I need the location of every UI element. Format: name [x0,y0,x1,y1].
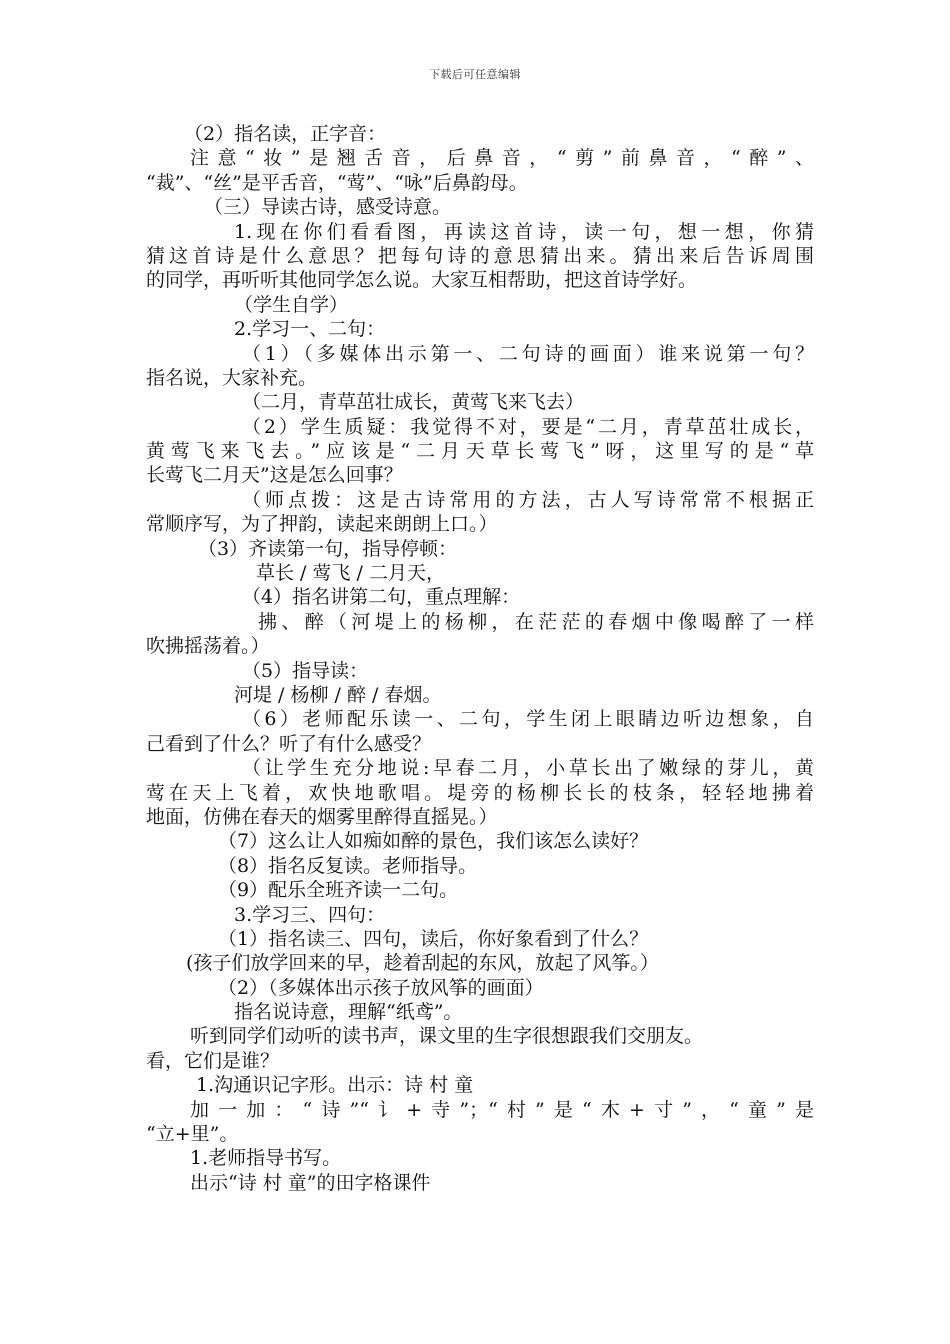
text-line: 吹拂摇荡着。） [146,635,270,658]
text-line: 加一加：“诗”“讠+寺”；“村”是“木+寸”，“童”是 [190,1098,814,1121]
text-line: （三）导读古诗，感受诗意。 [204,196,452,219]
text-line: 指名说，大家补充。 [146,366,318,389]
text-line: 指名说诗意，理解“纸鸢”。 [234,1001,463,1024]
text-line: （8）指名反复读。老师指导。 [218,854,478,877]
text-line: (孩子们放学回来的早，趁着刮起的东风，放起了风筝。） [186,952,659,975]
text-line: （师点拨：这是古诗常用的方法，古人写诗常常不根据正 [242,488,814,511]
text-line: 看，它们是谁？ [146,1049,280,1072]
text-line: 拂、醉（河堤上的杨柳，在茫茫的春烟中像喝醉了一样 [258,610,814,633]
text-line: （学生自学） [234,293,349,316]
text-line: 黄莺飞来飞去。”应该是“二月天草长莺飞”呀，这里写的是“草 [146,440,814,463]
text-line: 听到同学们动听的读书声，课文里的生字很想跟我们交朋友。 [190,1025,704,1048]
text-line: （6）老师配乐读一、二句，学生闭上眼睛边听边想象，自 [242,708,814,731]
text-line: （2）指名读，正字音： [184,123,387,145]
text-line: 己看到了什么？听了有什么感受？ [146,732,432,755]
text-line: （9）配乐全班齐读一二句。 [218,879,459,902]
text-line: （2）学生质疑：我觉得不对，要是“二月，青草茁壮成长， [242,415,814,438]
text-line: 3.学习三、四句： [234,903,386,926]
text-line: （5）指导读： [242,659,369,682]
text-line: 常顺序写，为了押韵，读起来朗朗上口。） [146,513,498,536]
text-line: （让学生充分地说:早春二月，小草长出了嫩绿的芽儿，黄 [242,757,814,780]
text-line: 地面，仿佛在春天的烟雾里醉得直摇晃。） [146,805,498,828]
text-line: （7）这么让人如痴如醉的景色，我们该怎么读好？ [218,830,649,853]
text-line: （2）（多媒体出示孩子放风筝的画面） [218,976,544,999]
text-line: 2.学习一、二句： [234,318,386,341]
text-line: 注意“妆”是翘舌音，后鼻音，“剪”前鼻音，“醉”、 [190,147,814,170]
text-line: 河堤 / 杨柳 / 醉 / 春烟。 [234,683,442,706]
text-line: 长莺飞二月天”这是怎么回事？ [146,464,403,487]
text-line: （3）齐读第一句，指导停顿： [198,537,458,560]
text-line: 出示“诗 村 童”的田字格课件 [190,1171,431,1194]
text-line: （1）（多媒体出示第一、二句诗的画面）谁来说第一句？ [242,342,814,365]
text-line: 1.沟通识记字形。出示：诗 村 童 [196,1074,474,1097]
text-line: 猜这首诗是什么意思？把每句诗的意思猜出来。猜出来后告诉周围 [146,244,814,267]
text-line: “立+里”。 [146,1123,239,1146]
text-line: 1.现在你们看看图，再读这首诗，读一句，想一想，你猜 [234,220,814,243]
text-line: （1）指名读三、四句，读后，你好象看到了什么？ [218,927,649,950]
text-line: （4）指名讲第二句，重点理解： [242,586,521,609]
document-body [146,122,814,1195]
text-line: 草长 / 莺飞 / 二月天， [256,562,445,585]
text-line: 1.老师指导书写。 [190,1147,342,1170]
page-header: 下载后可任意编辑 [429,68,521,81]
text-line: （二月，青草茁壮成长，黄莺飞来飞去） [242,391,585,414]
text-line: 莺在天上飞着，欢快地歌唱。堤旁的杨柳长长的枝条，轻轻地拂着 [146,781,814,804]
text-line: 的同学，再听听其他同学怎么说。大家互相帮助，把这首诗学好。 [146,269,698,292]
text-line: “裁”、“丝”是平舌音，“莺”、“咏”后鼻韵母。 [146,171,528,194]
